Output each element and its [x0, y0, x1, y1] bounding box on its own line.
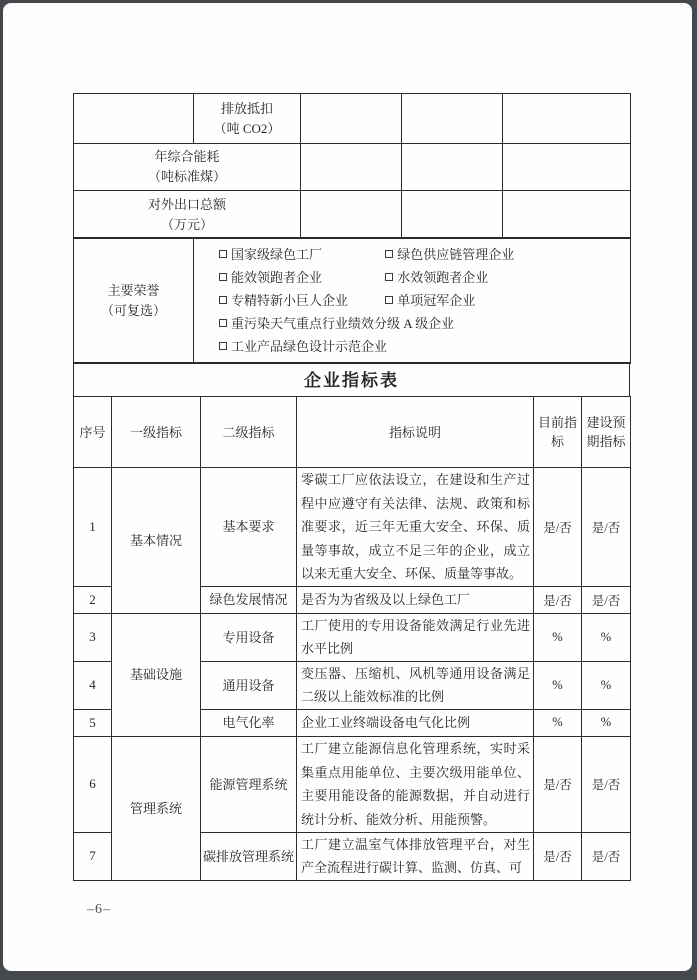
expected-cell: 是/否: [582, 832, 631, 880]
current-cell: %: [534, 709, 582, 736]
seq-cell: 7: [74, 832, 112, 880]
expected-cell: %: [582, 613, 631, 661]
honors-options: [194, 238, 631, 364]
honors-line: [219, 335, 626, 358]
desc-cell: 变压器、压缩机、风机等通用设备满足二级以上能效标准的比例: [297, 661, 534, 709]
field-label: 年综合能耗 （吨标准煤）: [74, 144, 301, 191]
honor-option: 绿色供应链管理企业: [385, 243, 514, 266]
honors-line: [219, 289, 626, 312]
honor-option: 水效领跑者企业: [385, 266, 488, 289]
value-cell: [301, 94, 402, 144]
level1-cell: 管理系统: [112, 736, 201, 880]
checkbox-icon: [219, 250, 227, 258]
document-page: [3, 3, 692, 971]
current-cell: 是/否: [534, 586, 582, 613]
table-row: [74, 238, 631, 364]
honor-option: 单项冠军企业: [385, 289, 475, 312]
checkbox-icon: [219, 273, 227, 281]
honors-line: [219, 243, 626, 266]
table-row: [74, 144, 631, 191]
basic-info-table: [73, 93, 631, 239]
value-cell: [301, 191, 402, 239]
honors-line: [219, 266, 626, 289]
field-label: 排放抵扣 （吨 CO2）: [194, 94, 301, 144]
expected-cell: 是/否: [582, 586, 631, 613]
seq-cell: 3: [74, 613, 112, 661]
value-cell: [503, 144, 631, 191]
level1-cell: 基本情况: [112, 468, 201, 614]
table-row: [74, 736, 631, 832]
honor-option: 国家级绿色工厂: [219, 243, 382, 266]
seq-cell: 4: [74, 661, 112, 709]
seq-cell: 2: [74, 586, 112, 613]
value-cell: [402, 191, 503, 239]
checkbox-icon: [385, 296, 393, 304]
expected-cell: %: [582, 661, 631, 709]
indicator-table: [73, 396, 631, 881]
table-row: [74, 191, 631, 239]
checkbox-icon: [219, 319, 227, 327]
level2-cell: 基本要求: [201, 468, 297, 587]
current-cell: 是/否: [534, 832, 582, 880]
current-cell: %: [534, 661, 582, 709]
field-label: 对外出口总额 （万元）: [74, 191, 301, 239]
desc-cell: 企业工业终端设备电气化比例: [297, 709, 534, 736]
honors-table: [73, 237, 631, 364]
honor-option: 能效领跑者企业: [219, 266, 382, 289]
checkbox-icon: [385, 250, 393, 258]
table-row: [74, 613, 631, 661]
page-number: –6–: [87, 902, 111, 917]
value-cell: [301, 144, 402, 191]
col-header-desc: 指标说明: [297, 397, 534, 468]
table-row: [74, 468, 631, 587]
honor-option: 专精特新小巨人企业: [219, 289, 382, 312]
table-row: [74, 94, 631, 144]
seq-cell: 5: [74, 709, 112, 736]
col-header-current: 目前指标: [534, 397, 582, 468]
desc-cell: 是否为为省级及以上绿色工厂: [297, 586, 534, 613]
col-header-level2: 二级指标: [201, 397, 297, 468]
col-header-seq: 序号: [74, 397, 112, 468]
desc-cell: 工厂建立温室气体排放管理平台，对生产全流程进行碳计算、监测、仿真、可: [297, 832, 534, 880]
seq-cell: 6: [74, 736, 112, 832]
level2-cell: 专用设备: [201, 613, 297, 661]
honor-option: 重污染天气重点行业绩效分级 A 级企业: [219, 312, 454, 335]
expected-cell: 是/否: [582, 468, 631, 587]
level2-cell: 电气化率: [201, 709, 297, 736]
current-cell: %: [534, 613, 582, 661]
honors-line: [219, 312, 626, 335]
expected-cell: %: [582, 709, 631, 736]
level2-cell: 通用设备: [201, 661, 297, 709]
col-header-expected: 建设预期指标: [582, 397, 631, 468]
header-row: [74, 397, 631, 468]
level1-cell: 基础设施: [112, 613, 201, 736]
expected-cell: 是/否: [582, 736, 631, 832]
honor-option: 工业产品绿色设计示范企业: [219, 335, 387, 358]
desc-cell: 工厂建立能源信息化管理系统，实时采集重点用能单位、主要次级用能单位、主要用能设备的能源数据，并自动进行统计分析、能效分析、用能预警。: [297, 736, 534, 832]
indicator-table-title: 企业指标表: [73, 362, 630, 397]
value-cell: [402, 94, 503, 144]
desc-cell: 工厂使用的专用设备能效满足行业先进水平比例: [297, 613, 534, 661]
checkbox-icon: [219, 296, 227, 304]
value-cell: [402, 144, 503, 191]
checkbox-icon: [219, 342, 227, 350]
value-cell: [503, 94, 631, 144]
value-cell: [503, 191, 631, 239]
seq-cell: 1: [74, 468, 112, 587]
checkbox-icon: [385, 273, 393, 281]
level2-cell: 碳排放管理系统: [201, 832, 297, 880]
carryover-blank-cell: [74, 94, 194, 144]
level2-cell: 能源管理系统: [201, 736, 297, 832]
level2-cell: 绿色发展情况: [201, 586, 297, 613]
honors-label: 主要荣誉 （可复选）: [74, 238, 194, 364]
col-header-level1: 一级指标: [112, 397, 201, 468]
current-cell: 是/否: [534, 468, 582, 587]
current-cell: 是/否: [534, 736, 582, 832]
desc-cell: 零碳工厂应依法设立，在建设和生产过程中应遵守有关法律、法规、政策和标准要求，近三年无重大安全、环保、质量等事故，成立不足三年的企业，成立以来无重大安全、环保、质量等事故。: [297, 468, 534, 587]
